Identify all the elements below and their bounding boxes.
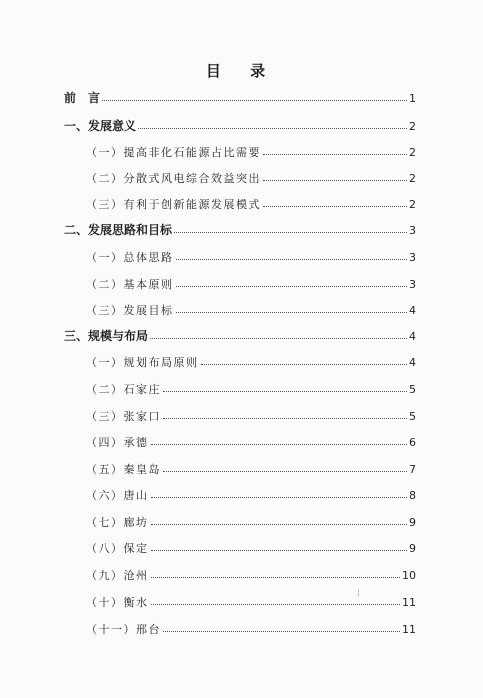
toc-entry[interactable] [86, 434, 416, 451]
dot-leader [151, 539, 408, 551]
toc-entry-page-number: 8 [409, 489, 416, 502]
toc-entry[interactable] [64, 222, 416, 239]
dot-leader [151, 593, 401, 605]
toc-entry-page-number: 11 [402, 596, 416, 609]
toc-entry-label: （三）发展目标 [86, 304, 174, 317]
dot-leader [163, 407, 407, 419]
toc-entry[interactable] [86, 144, 416, 161]
toc-entry-label: （十）衡水 [86, 596, 149, 609]
dot-leader [163, 620, 400, 632]
dot-leader [151, 513, 408, 525]
toc-entry[interactable] [86, 514, 416, 531]
toc-entry[interactable] [86, 170, 416, 187]
toc-entry-label: （十一）邢台 [86, 623, 161, 636]
dot-leader [176, 275, 408, 287]
toc-entry-page-number: 4 [409, 330, 416, 343]
toc-entry-label: （三）有利于创新能源发展模式 [86, 198, 261, 211]
toc-entry-page-number: 2 [409, 172, 416, 185]
toc-entry-page-number: 5 [409, 410, 416, 423]
dot-leader [263, 195, 407, 207]
toc-entry-page-number: 1 [409, 92, 416, 105]
toc-entry[interactable] [86, 594, 416, 611]
dot-leader [201, 353, 408, 365]
toc-entry-label: （七）廊坊 [86, 516, 149, 529]
dot-leader [263, 169, 407, 181]
toc-entry[interactable] [86, 276, 416, 293]
toc-entry-label: （六）唐山 [86, 489, 149, 502]
toc-entry[interactable] [86, 567, 416, 584]
toc-entry-label: （四）承德 [86, 436, 149, 449]
toc-entry[interactable] [64, 90, 416, 107]
toc-entry[interactable] [86, 540, 416, 557]
toc-entry-label: （一）提高非化石能源占比需要 [86, 146, 261, 159]
dot-leader [102, 89, 407, 101]
toc-entry[interactable] [64, 328, 416, 345]
dot-leader [174, 221, 407, 233]
toc-entry-page-number: 3 [409, 224, 416, 237]
toc-entry-page-number: 4 [409, 356, 416, 369]
toc-entry-page-number: 3 [409, 278, 416, 291]
toc-entry-page-number: 2 [409, 146, 416, 159]
toc-entry-label: （九）沧州 [86, 569, 149, 582]
toc-entry-label: （一）总体思路 [86, 251, 174, 264]
toc-entry-page-number: 9 [409, 542, 416, 555]
toc-entry-page-number: 7 [409, 463, 416, 476]
toc-entry-page-number: 6 [409, 436, 416, 449]
toc-entry-page-number: 3 [409, 251, 416, 264]
dot-leader [176, 248, 408, 260]
dot-leader [263, 143, 407, 155]
toc-entry-page-number: 5 [409, 383, 416, 396]
toc-title: 目 录 [205, 62, 278, 80]
toc-entry-page-number: 10 [402, 569, 416, 582]
toc-entry-page-number: 9 [409, 516, 416, 529]
toc-entry-label: （五）秦皇岛 [86, 463, 161, 476]
dot-leader [176, 301, 408, 313]
toc-entry-label: 前 言 [64, 91, 101, 105]
toc-entry-page-number: 4 [409, 304, 416, 317]
toc-entry-label: 一、发展意义 [64, 119, 137, 133]
dot-leader [163, 380, 407, 392]
toc-entry-label: （二）石家庄 [86, 383, 161, 396]
toc-entry-label: （二）基本原则 [86, 278, 174, 291]
toc-entry-page-number: 2 [409, 198, 416, 211]
dot-leader [151, 433, 408, 445]
dot-leader [151, 486, 408, 498]
toc-entry-label: （一）规划布局原则 [86, 356, 199, 369]
toc-entry[interactable] [86, 461, 416, 478]
toc-entry[interactable] [86, 196, 416, 213]
toc-entry[interactable] [86, 302, 416, 319]
toc-entry-label: 二、发展思路和目标 [64, 223, 173, 237]
toc-entry[interactable] [86, 408, 416, 425]
toc-entry-page-number: 2 [409, 120, 416, 133]
toc-entry[interactable] [86, 381, 416, 398]
dot-leader [163, 460, 407, 472]
dot-leader [150, 327, 407, 339]
toc-entry-label: 三、规模与布局 [64, 329, 149, 343]
toc-entry-label: （三）张家口 [86, 410, 161, 423]
scan-mark: ¦ [357, 588, 360, 597]
toc-entry-label: （二）分散式风电综合效益突出 [86, 172, 261, 185]
toc-entry[interactable] [64, 118, 416, 135]
toc-entry[interactable] [86, 487, 416, 504]
toc-entry[interactable] [86, 621, 416, 638]
toc-entry-label: （八）保定 [86, 542, 149, 555]
toc-entry[interactable] [86, 249, 416, 266]
dot-leader [151, 566, 401, 578]
toc-entry[interactable] [86, 354, 416, 371]
toc-entry-page-number: 11 [402, 623, 416, 636]
dot-leader [138, 117, 407, 129]
